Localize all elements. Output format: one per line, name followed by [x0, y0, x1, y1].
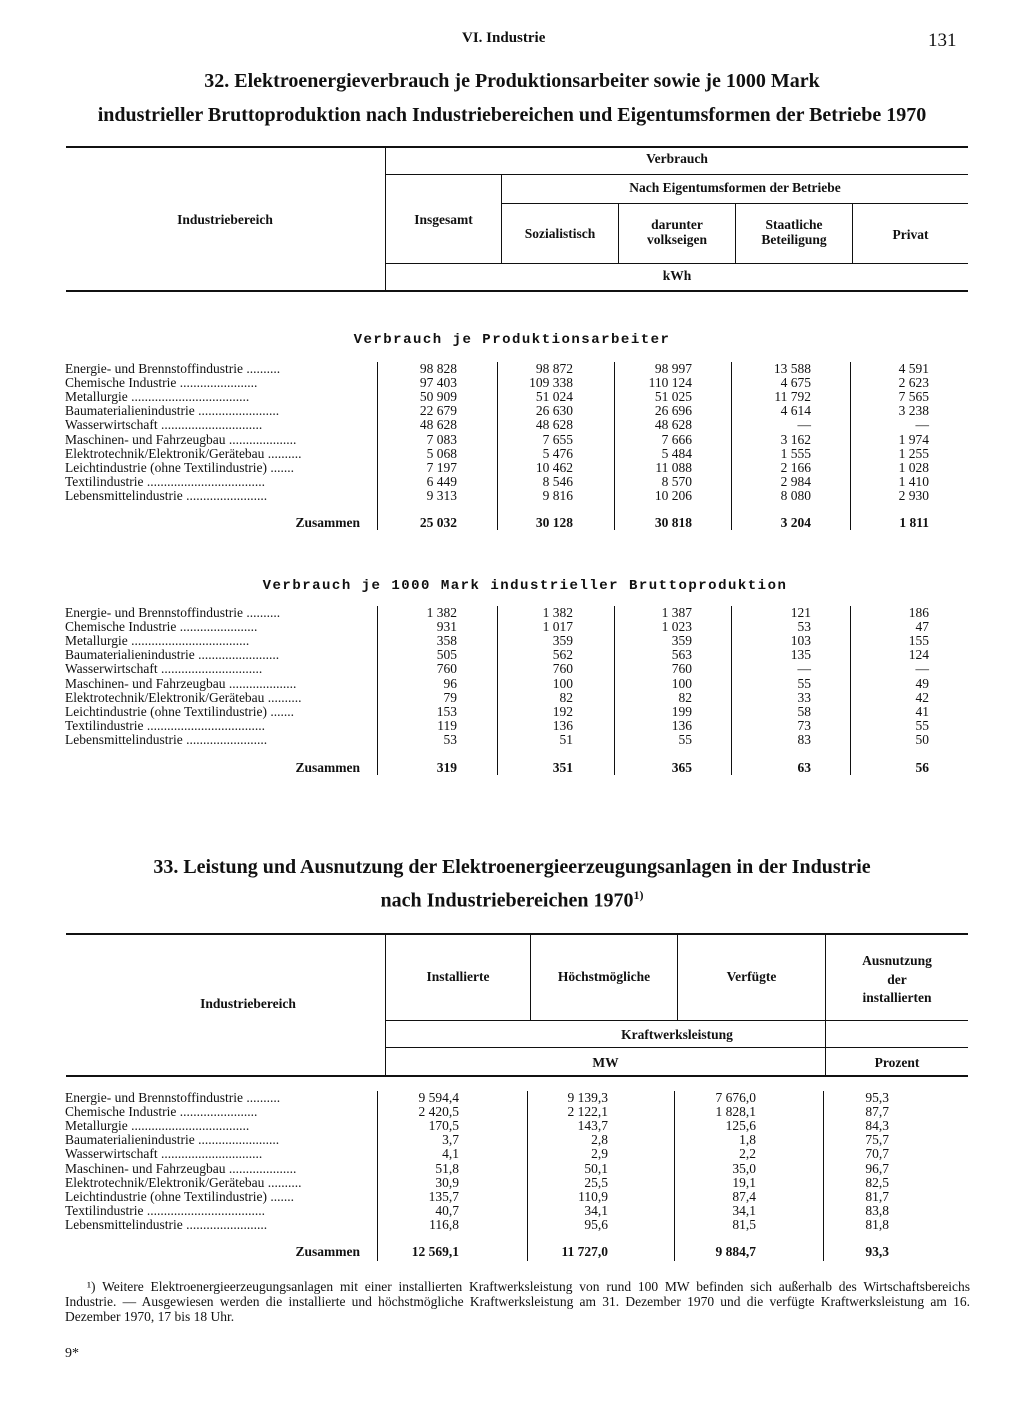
cell-value: 562	[552, 647, 573, 663]
unit-kwh: kWh	[662, 268, 692, 283]
table-row	[0, 475, 1024, 489]
cell-value: 2 930	[898, 487, 929, 503]
table-row	[0, 418, 1024, 432]
section-je-1000-mark: Verbrauch je 1000 Mark industrieller Bruttoproduktion	[262, 578, 788, 594]
cell-value: 760	[552, 661, 573, 677]
cell-value: 1 555	[780, 445, 811, 461]
col-installierten: installierten	[862, 990, 932, 1005]
cell-value: 83,8	[865, 1202, 889, 1218]
table-row	[0, 1218, 1024, 1232]
table-row	[0, 1176, 1024, 1190]
cell-value: 3 238	[898, 403, 929, 419]
cell-value: 81,5	[732, 1216, 756, 1232]
row-label: Maschinen- und Fahrzeugbau ....................	[65, 1161, 297, 1176]
table-row	[0, 447, 1024, 461]
row-label: Maschinen- und Fahrzeugbau ....................	[65, 432, 297, 447]
cell-value: 135	[790, 647, 811, 663]
cell-value: 95,6	[584, 1216, 608, 1232]
cell-value: 7 676,0	[715, 1090, 756, 1105]
col-insgesamt: Insgesamt	[414, 212, 473, 227]
cell-value: 87,7	[865, 1104, 889, 1120]
cell-value: 9 313	[426, 487, 457, 503]
cell-value: 79	[443, 689, 457, 705]
cell-value: 95,3	[865, 1090, 889, 1105]
cell-value: 26 630	[535, 403, 573, 419]
cell-value: 51,8	[435, 1160, 459, 1176]
cell-value: 7 655	[542, 431, 573, 447]
col-industriebereich: Industriebereich	[200, 996, 296, 1011]
cell-value: 192	[552, 703, 573, 719]
rule	[66, 1075, 968, 1077]
cell-value: 58	[797, 703, 811, 719]
cell-value: 143,7	[577, 1118, 608, 1134]
cell-value: 2 166	[780, 459, 811, 475]
table-row	[0, 1204, 1024, 1218]
cell-value: 98 872	[535, 361, 573, 376]
cell-value: 7 197	[426, 459, 457, 475]
cell-value: 7 666	[661, 431, 692, 447]
table-row	[0, 362, 1024, 376]
cell-value: 9 594,4	[418, 1090, 459, 1105]
cell-value: 30 128	[535, 515, 573, 530]
page-signature: 9*	[65, 1346, 79, 1361]
cell-value: 96	[443, 675, 457, 691]
cell-value: 4 675	[780, 375, 811, 391]
row-label: Baumaterialienindustrie ........................	[65, 648, 280, 663]
footnote: ¹) Weitere Elektroenergieerzeugungsanlagen mit einer installierten Kraftwerksleistung von rund 100 MW befinden sich außerhalb des Wirtschaftsbereichs Industrie. — Ausgewiesen werden die installierte und höchstmögliche Kraftwerksleistung am 31. Dezember 1970 und die verfügte Kraftwerksleistung am 16. Dezember 1970, 17 bis 18 Uhr.	[65, 1279, 970, 1324]
cell-value: 1 410	[898, 473, 929, 489]
cell-value: 55	[678, 731, 692, 747]
cell-value: 97 403	[419, 375, 457, 391]
cell-value: 351	[552, 760, 573, 775]
table-row	[0, 691, 1024, 705]
total-row	[0, 1245, 1024, 1259]
cell-value: 358	[436, 633, 457, 649]
row-label: Maschinen- und Fahrzeugbau ....................	[65, 676, 297, 691]
cell-value: 11 088	[655, 459, 692, 475]
row-label: Baumaterialienindustrie ........................	[65, 1133, 280, 1148]
cell-value: 25 032	[419, 515, 457, 530]
col-privat: Privat	[892, 227, 929, 242]
page-number: 131	[928, 30, 957, 51]
cell-value: 47	[915, 619, 929, 635]
cell-value: 116,8	[429, 1216, 459, 1232]
cell-value: —	[797, 661, 811, 677]
table-row	[0, 648, 1024, 662]
cell-value: 2 623	[898, 375, 929, 391]
cell-value: 11 792	[774, 389, 811, 405]
cell-value: 1 974	[898, 431, 929, 447]
col-verfuegte: Verfügte	[726, 969, 777, 984]
row-label: Textilindustrie ...................................	[65, 718, 266, 733]
cell-value: 1 255	[898, 445, 929, 461]
col-hoechstmoegliche: Höchstmögliche	[557, 969, 651, 984]
row-label: Zusammen	[295, 516, 360, 530]
table-row	[0, 461, 1024, 475]
cell-value: 41	[915, 703, 929, 719]
col-der: der	[887, 972, 907, 987]
cell-value: —	[797, 417, 811, 433]
cell-value: 55	[915, 717, 929, 733]
cell-value: 96,7	[865, 1160, 889, 1176]
col-beteiligung: Beteiligung	[761, 232, 827, 247]
row-label: Leichtindustrie (ohne Textilindustrie) .......	[65, 1189, 295, 1204]
cell-value: 135,7	[428, 1188, 459, 1204]
cell-value: 19,1	[732, 1174, 756, 1190]
cell-value: 50 909	[419, 389, 457, 405]
col-sozialistisch: Sozialistisch	[524, 226, 596, 241]
cell-value: 7 565	[898, 389, 929, 405]
cell-value: 22 679	[419, 403, 457, 419]
cell-value: 87,4	[732, 1188, 756, 1204]
cell-value: 100	[552, 675, 573, 691]
cell-value: 1 382	[542, 605, 573, 620]
cell-value: 1,8	[739, 1132, 756, 1148]
cell-value: 2 420,5	[418, 1104, 459, 1120]
cell-value: 119	[437, 717, 457, 733]
table-row	[0, 1162, 1024, 1176]
cell-value: 2,8	[591, 1132, 608, 1148]
cell-value: 50	[915, 731, 929, 747]
row-label: Metallurgie ...................................	[65, 1119, 250, 1134]
cell-value: 48 628	[535, 417, 573, 433]
row-label: Textilindustrie ...................................	[65, 474, 266, 489]
unit-prozent: Prozent	[874, 1055, 920, 1070]
cell-value: 49	[915, 675, 929, 691]
row-label: Lebensmittelindustrie ........................	[65, 488, 268, 503]
cell-value: 42	[915, 689, 929, 705]
cell-value: 30,9	[435, 1174, 459, 1190]
cell-value: 53	[443, 731, 457, 747]
title-footnote-mark: 1)	[633, 888, 644, 902]
col-staatliche: Staatliche	[765, 217, 823, 232]
table33-title-line2: nach Industriebereichen 1970	[380, 889, 634, 912]
cell-value: 25,5	[584, 1174, 608, 1190]
row-label: Wasserwirtschaft ..............................	[65, 662, 263, 677]
cell-value: 50,1	[584, 1160, 608, 1176]
table-row	[0, 404, 1024, 418]
row-label: Leichtindustrie (ohne Textilindustrie) .......	[65, 460, 295, 475]
cell-value: 2,2	[739, 1146, 756, 1162]
table32-title-line2: industrieller Bruttoproduktion nach Industriebereichen und Eigentumsformen der Betriebe 1970	[97, 104, 927, 126]
cell-value: 9 884,7	[715, 1244, 756, 1259]
cell-value: 2 122,1	[567, 1104, 608, 1120]
cell-value: 9 816	[542, 487, 573, 503]
cell-value: 1 017	[542, 619, 573, 635]
cell-value: 110,9	[578, 1188, 608, 1204]
cell-value: 121	[790, 605, 811, 620]
cell-value: 55	[797, 675, 811, 691]
table-row	[0, 634, 1024, 648]
row-label: Lebensmittelindustrie ........................	[65, 732, 268, 747]
row-label: Lebensmittelindustrie ........................	[65, 1217, 268, 1232]
rule	[66, 146, 968, 148]
cell-value: 563	[671, 647, 692, 663]
cell-value: 3,7	[442, 1132, 459, 1148]
table-row	[0, 376, 1024, 390]
row-label: Chemische Industrie .......................	[65, 376, 258, 391]
rule	[386, 1020, 968, 1021]
cell-value: 359	[671, 633, 692, 649]
cell-value: 136	[552, 717, 573, 733]
cell-value: 8 570	[661, 473, 692, 489]
cell-value: 51 025	[654, 389, 692, 405]
cell-value: 4,1	[442, 1146, 459, 1162]
table32-title-line1: 32. Elektroenergieverbrauch je Produktionsarbeiter sowie je 1000 Mark	[204, 70, 820, 92]
table-row	[0, 1190, 1024, 1204]
cell-value: 136	[671, 717, 692, 733]
table-row	[0, 1147, 1024, 1161]
cell-value: 75,7	[865, 1132, 889, 1148]
cell-value: 82,5	[865, 1174, 889, 1190]
cell-value: 82	[559, 689, 573, 705]
cell-value: 103	[790, 633, 811, 649]
cell-value: 70,7	[865, 1146, 889, 1162]
row-label: Energie- und Brennstoffindustrie ..........	[65, 1091, 281, 1105]
running-head: VI. Industrie	[462, 30, 546, 46]
cell-value: 760	[671, 661, 692, 677]
cell-value: 34,1	[732, 1202, 756, 1218]
unit-mw: MW	[592, 1055, 619, 1070]
cell-value: 3 162	[780, 431, 811, 447]
cell-value: 1 387	[661, 605, 692, 620]
cell-value: 51 024	[535, 389, 573, 405]
cell-value: 2 984	[780, 473, 811, 489]
cell-value: 760	[436, 661, 457, 677]
cell-value: 56	[915, 760, 929, 775]
cell-value: 84,3	[865, 1118, 889, 1134]
row-label: Elektrotechnik/Elektronik/Gerätebau ..........	[65, 1175, 302, 1190]
table-row	[0, 606, 1024, 620]
cell-value: 186	[908, 605, 929, 620]
table33-title-line2-wrap	[0, 888, 1024, 913]
section-je-produktionsarbeiter: Verbrauch je Produktionsarbeiter	[353, 332, 671, 348]
cell-value: 63	[797, 760, 811, 775]
cell-value: 4 591	[898, 361, 929, 376]
row-label: Textilindustrie ...................................	[65, 1203, 266, 1218]
cell-value: 48 628	[419, 417, 457, 433]
rule	[66, 933, 968, 935]
cell-value: 1 028	[898, 459, 929, 475]
cell-value: 11 727,0	[561, 1244, 608, 1259]
cell-value: 9 139,3	[567, 1090, 608, 1105]
cell-value: 1 828,1	[715, 1104, 756, 1120]
cell-value: 8 080	[780, 487, 811, 503]
cell-value: 83	[797, 731, 811, 747]
cell-value: 319	[436, 760, 457, 775]
cell-value: 81,7	[865, 1188, 889, 1204]
cell-value: 4 614	[780, 403, 811, 419]
table-row	[0, 1105, 1024, 1119]
rule	[386, 263, 968, 264]
table-row	[0, 719, 1024, 733]
cell-value: 12 569,1	[411, 1244, 459, 1259]
cell-value: 53	[797, 619, 811, 635]
cell-value: 82	[678, 689, 692, 705]
table-row	[0, 620, 1024, 634]
cell-value: 93,3	[865, 1244, 889, 1259]
cell-value: 5 476	[542, 445, 573, 461]
cell-value: 98 997	[654, 361, 692, 376]
cell-value: 365	[671, 760, 692, 775]
row-label: Zusammen	[295, 761, 360, 775]
table-row	[0, 390, 1024, 404]
col-ausnutzung: Ausnutzung	[862, 953, 932, 968]
col-volkseigen: volkseigen	[646, 232, 707, 247]
cell-value: 73	[797, 717, 811, 733]
cell-value: 26 696	[654, 403, 692, 419]
cell-value: 30 818	[654, 515, 692, 530]
cell-value: 1 382	[426, 605, 457, 620]
row-label: Energie- und Brennstoffindustrie ..........	[65, 362, 281, 376]
cell-value: 7 083	[426, 431, 457, 447]
cell-value: 100	[671, 675, 692, 691]
rule	[66, 290, 968, 292]
cell-value: —	[915, 661, 929, 677]
table-row	[0, 1119, 1024, 1133]
cell-value: 153	[436, 703, 457, 719]
col-installierte: Installierte	[426, 969, 490, 984]
row-label: Elektrotechnik/Elektronik/Gerätebau ..........	[65, 446, 302, 461]
row-label: Metallurgie ...................................	[65, 390, 250, 405]
table-row	[0, 662, 1024, 676]
col-nach-eigentumsformen: Nach Eigentumsformen der Betriebe	[629, 180, 841, 195]
table-row	[0, 433, 1024, 447]
cell-value: 81,8	[865, 1216, 889, 1232]
rule	[386, 1047, 968, 1048]
cell-value: 10 206	[654, 487, 692, 503]
cell-value: 170,5	[428, 1118, 459, 1134]
cell-value: 199	[671, 703, 692, 719]
table33-title-line1: 33. Leistung und Ausnutzung der Elektroenergieerzeugungsanlagen in der Industrie	[153, 856, 871, 878]
table-row	[0, 677, 1024, 691]
row-label: Energie- und Brennstoffindustrie ..........	[65, 606, 281, 620]
cell-value: 8 546	[542, 473, 573, 489]
cell-value: 505	[436, 647, 457, 663]
cell-value: 98 828	[419, 361, 457, 376]
row-label: Baumaterialienindustrie ........................	[65, 404, 280, 419]
row-label: Metallurgie ...................................	[65, 634, 250, 649]
col-verbrauch: Verbrauch	[646, 151, 708, 166]
cell-value: 10 462	[535, 459, 573, 475]
cell-value: 2,9	[591, 1146, 608, 1162]
cell-value: 33	[797, 689, 811, 705]
cell-value: 40,7	[435, 1202, 459, 1218]
total-row	[0, 761, 1024, 775]
row-label: Chemische Industrie .......................	[65, 620, 258, 635]
row-label: Zusammen	[295, 1245, 360, 1259]
cell-value: —	[915, 417, 929, 433]
cell-value: 6 449	[426, 473, 457, 489]
cell-value: 931	[436, 619, 457, 635]
cell-value: 110 124	[648, 375, 692, 391]
col-kraftwerksleistung: Kraftwerksleistung	[621, 1027, 733, 1042]
table-row	[0, 489, 1024, 503]
table-row	[0, 1091, 1024, 1105]
cell-value: 51	[559, 731, 573, 747]
table-row	[0, 733, 1024, 747]
cell-value: 1 811	[899, 515, 929, 530]
cell-value: 34,1	[584, 1202, 608, 1218]
table-row	[0, 1133, 1024, 1147]
cell-value: 125,6	[725, 1118, 756, 1134]
col-darunter: darunter	[651, 217, 703, 232]
cell-value: 5 484	[661, 445, 692, 461]
cell-value: 359	[552, 633, 573, 649]
row-label: Elektrotechnik/Elektronik/Gerätebau ..........	[65, 690, 302, 705]
cell-value: 1 023	[661, 619, 692, 635]
col-industriebereich: Industriebereich	[177, 212, 273, 227]
cell-value: 48 628	[654, 417, 692, 433]
row-label: Wasserwirtschaft ..............................	[65, 418, 263, 433]
cell-value: 155	[908, 633, 929, 649]
cell-value: 35,0	[732, 1160, 756, 1176]
rule	[386, 174, 968, 175]
cell-value: 109 338	[529, 375, 573, 391]
cell-value: 13 588	[773, 361, 811, 376]
cell-value: 5 068	[426, 445, 457, 461]
cell-value: 124	[908, 647, 929, 663]
row-label: Wasserwirtschaft ..............................	[65, 1147, 263, 1162]
cell-value: 3 204	[780, 515, 811, 530]
table-row	[0, 705, 1024, 719]
row-label: Chemische Industrie .......................	[65, 1105, 258, 1120]
total-row	[0, 516, 1024, 530]
row-label: Leichtindustrie (ohne Textilindustrie) .......	[65, 704, 295, 719]
